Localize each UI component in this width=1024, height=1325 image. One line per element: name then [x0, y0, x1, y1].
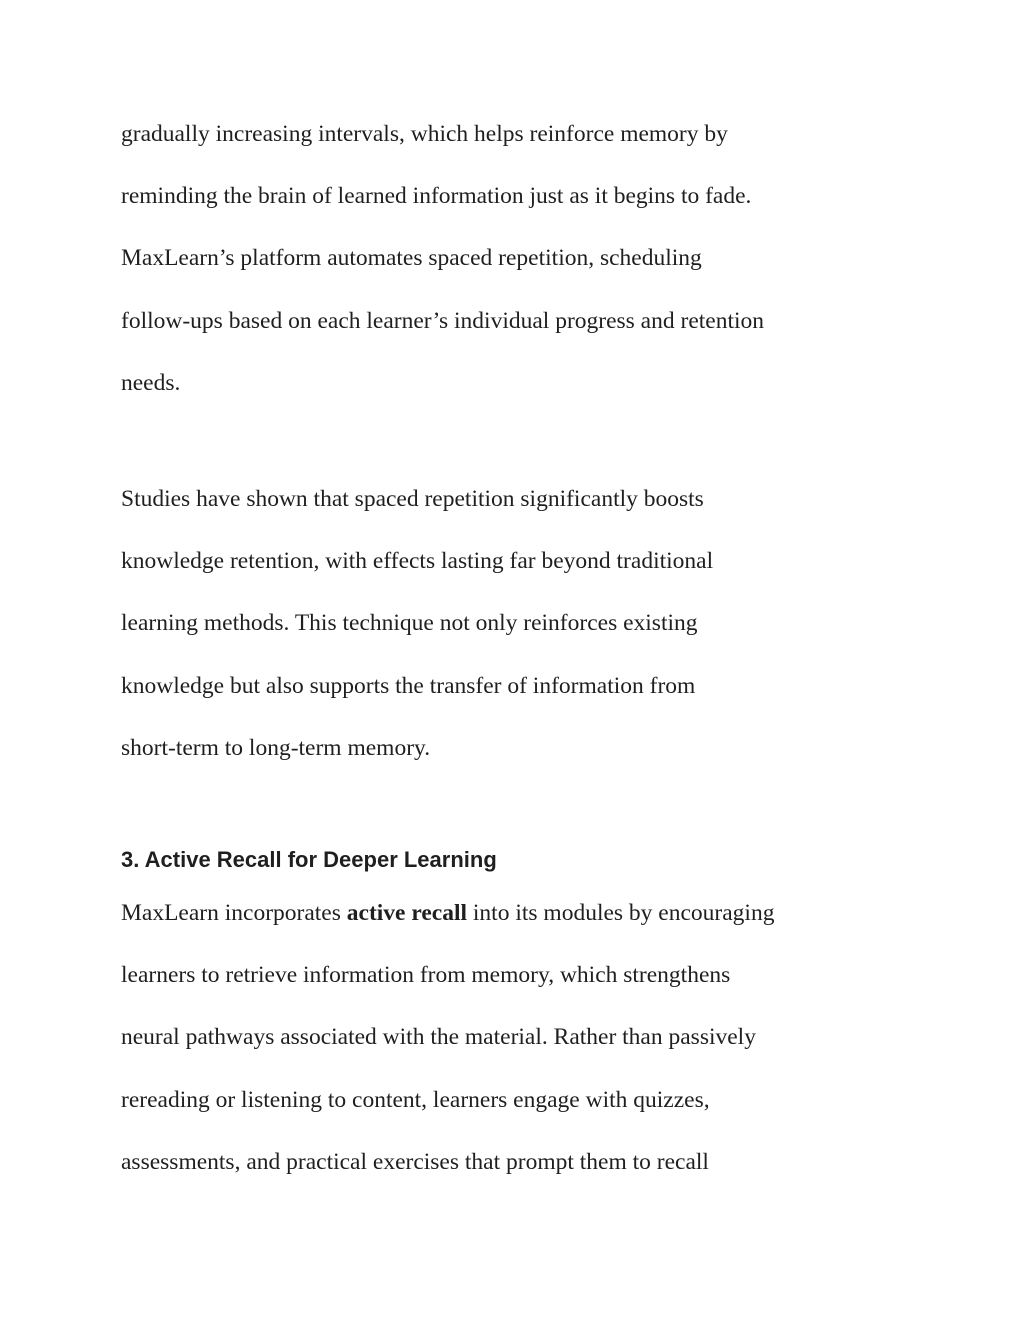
paragraph-line: rereading or listening to content, learners engage with quizzes, [121, 1087, 710, 1113]
paragraph-line: short-term to long-term memory. [121, 735, 431, 761]
paragraph-line: Studies have shown that spaced repetition significantly boosts [121, 486, 704, 512]
text-run: MaxLearn incorporates [121, 900, 347, 926]
bold-term-active-recall: active recall [346, 900, 468, 926]
paragraph-line: needs. [121, 370, 181, 396]
paragraph-line: assessments, and practical exercises that prompt them to recall [121, 1149, 709, 1175]
paragraph-line: knowledge but also supports the transfer of information from [121, 673, 696, 699]
paragraph-line: MaxLearn’s platform automates spaced repetition, scheduling [121, 245, 702, 271]
paragraph-line: gradually increasing intervals, which helps reinforce memory by [121, 121, 728, 147]
paragraph-line: learners to retrieve information from memory, which strengthens [121, 962, 731, 988]
paragraph-line [121, 898, 774, 928]
paragraph-line: reminding the brain of learned information just as it begins to fade. [121, 183, 752, 209]
text-run: into its modules by encouraging [467, 900, 775, 926]
paragraph-line: neural pathways associated with the material. Rather than passively [121, 1024, 756, 1050]
section-heading: 3. Active Recall for Deeper Learning [121, 847, 497, 872]
paragraph-line: learning methods. This technique not only reinforces existing [121, 610, 698, 636]
paragraph-line: follow-ups based on each learner’s individual progress and retention [121, 308, 765, 334]
paragraph-line: knowledge retention, with effects lasting far beyond traditional [121, 548, 714, 574]
